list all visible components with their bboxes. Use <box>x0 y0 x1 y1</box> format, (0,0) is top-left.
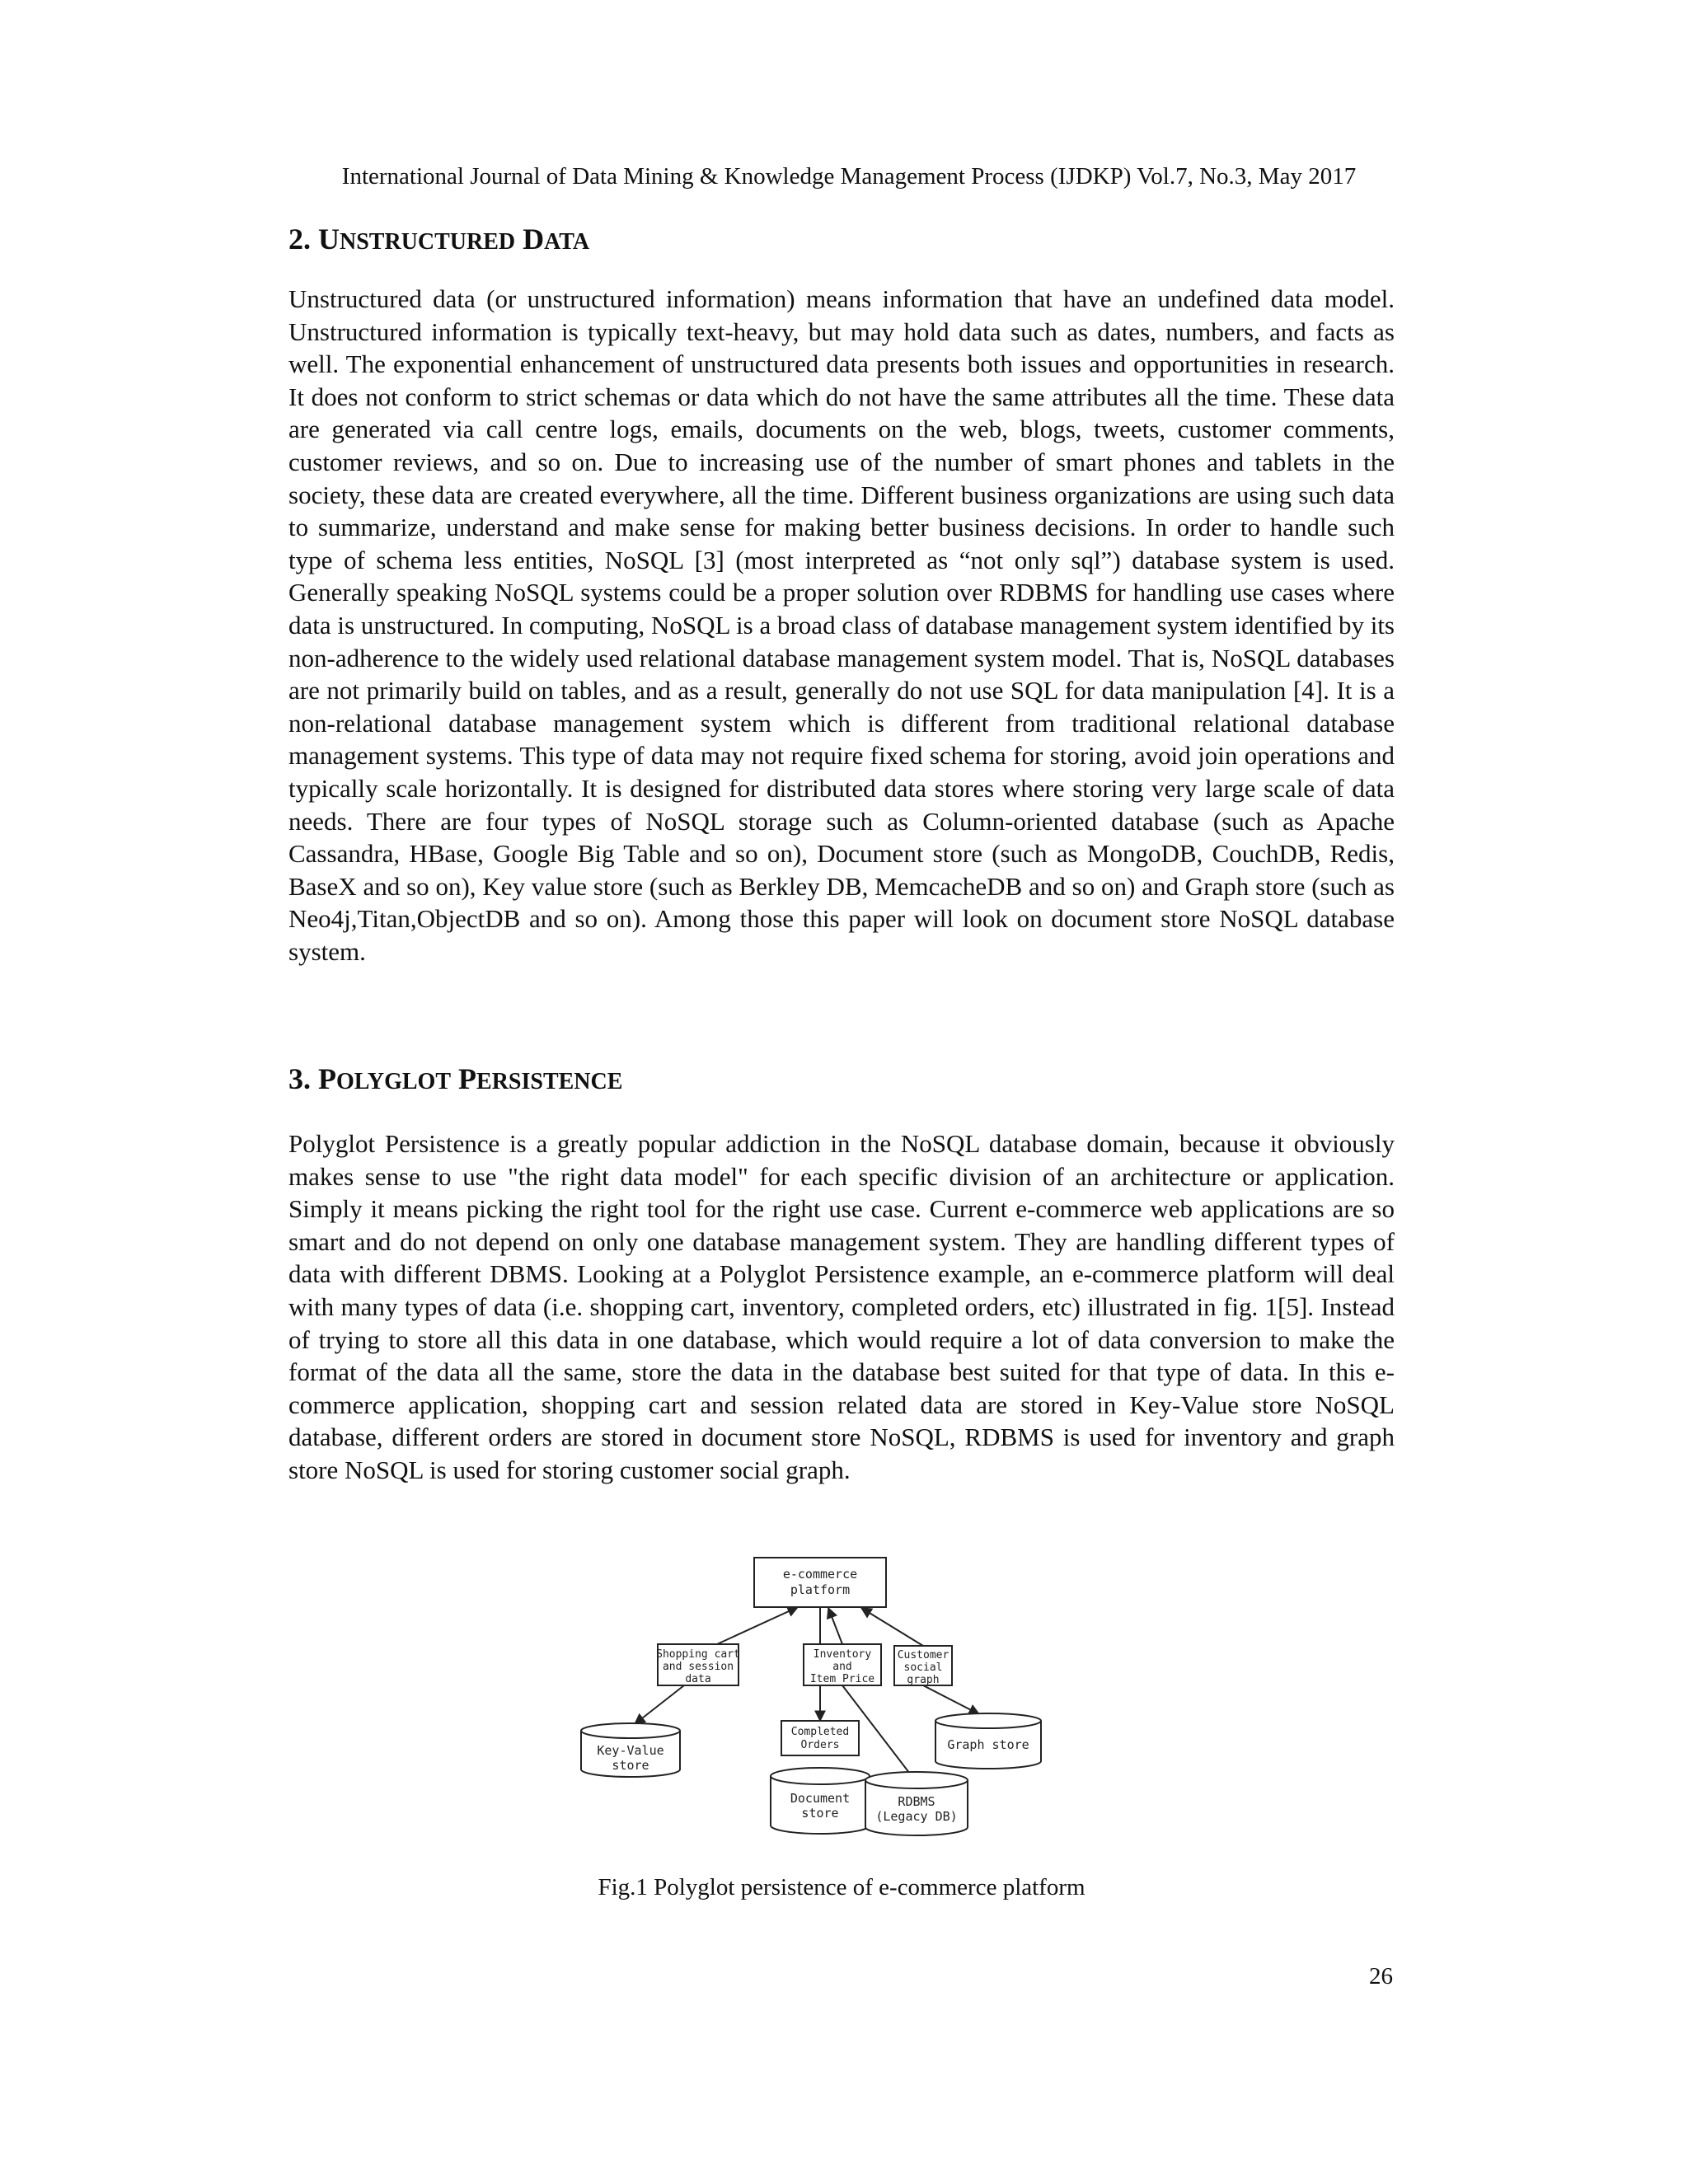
edge-inventory-to-root <box>828 1608 842 1644</box>
svg-text:Orders: Orders <box>800 1739 840 1751</box>
svg-text:(Legacy DB): (Legacy DB) <box>875 1809 958 1824</box>
node-customer-social-graph <box>894 1646 952 1686</box>
section-3-heading <box>288 1061 622 1100</box>
node-ecommerce-platform <box>754 1558 886 1607</box>
node-document-store <box>771 1768 870 1834</box>
svg-text:data: data <box>685 1673 711 1685</box>
section-3-number: 3. <box>288 1062 311 1095</box>
svg-text:platform: platform <box>790 1582 851 1597</box>
section-2-heading <box>288 221 589 260</box>
node-graph-store <box>935 1713 1041 1769</box>
section-3-paragraph: Polyglot Persistence is a greatly popular addiction in the NoSQL database domain, because it obviously makes sense to use "the right data model" for each specific division of an architecture or application. Simply it means picking the right tool for the right use case. Current e-commerce web applications are so smart and do not depend on only one database management system. They are handling different types of data with different DBMS. Looking at a Polyglot Persistence example, an e-commerce platform will deal with many types of data (i.e. shopping cart, inventory, completed orders, etc) illustrated in fig. 1[5]. Instead of trying to store all this data in one database, which would require a lot of data conversion to make the format of the data all the same, store the data in the database best suited for that type of data. In this e-commerce application, shopping cart and session related data are stored in Key-Value store NoSQL database, different orders are stored in document store NoSQL, RDBMS is used for inventory and graph store NoSQL is used for storing customer social graph. <box>288 1129 1395 1484</box>
journal-header: International Journal of Data Mining & Knowledge Management Process (IJDKP) Vol.7, No.3, May 2017 <box>341 163 1357 190</box>
svg-text:Completed: Completed <box>790 1726 850 1738</box>
svg-text:Graph store: Graph store <box>947 1737 1029 1752</box>
node-shopping-cart <box>656 1644 740 1685</box>
svg-text:RDBMS: RDBMS <box>898 1794 935 1809</box>
svg-text:and session: and session <box>662 1661 734 1673</box>
svg-text:store: store <box>612 1758 649 1773</box>
edge-shopping-to-keyvalue <box>635 1685 684 1724</box>
svg-text:graph: graph <box>907 1674 940 1686</box>
svg-text:social: social <box>903 1661 943 1674</box>
svg-text:e-commerce: e-commerce <box>782 1567 858 1582</box>
node-keyvalue-store <box>581 1723 680 1777</box>
edge-shopping-to-root <box>717 1607 798 1644</box>
edge-customer-to-graphstore <box>923 1685 979 1714</box>
svg-text:Key-Value: Key-Value <box>597 1743 664 1758</box>
svg-text:store: store <box>801 1806 839 1821</box>
node-inventory <box>804 1644 881 1685</box>
svg-text:Customer: Customer <box>897 1649 950 1661</box>
polyglot-persistence-diagram <box>577 1554 1154 1850</box>
edge-customer-to-root <box>861 1608 923 1646</box>
svg-text:Document: Document <box>790 1791 851 1806</box>
svg-text:Shopping cart: Shopping cart <box>656 1648 740 1661</box>
svg-text:Inventory: Inventory <box>813 1648 872 1661</box>
svg-text:and: and <box>832 1661 852 1673</box>
section-2-paragraph: Unstructured data (or unstructured information) means information that have an undefined data model. Unstructured information is typically text-heavy, but may hold data such as dates, numbers, and facts as well. The exponential enhancement of unstructured data presents both issues and opportunities in research. It does not conform to strict schemas or data which do not have the same attributes all the time. These data are generated via call centre logs, emails, documents on the web, blogs, tweets, customer comments, customer reviews, and so on. Due to increasing use of the number of smart phones and tablets in the society, these data are created everywhere, all the time. Different business organizations are using such data to summarize, understand and make sense for making better business decisions. In order to handle such type of schema less entities, NoSQL [3] (most interpreted as “not only sql”) database system is used. Generally speaking NoSQL systems could be a proper solution over RDBMS for handling use cases where data is unstructured. In computing, NoSQL is a broad class of database management system identified by its non-adherence to the widely used relational database management system model. That is, NoSQL databases are not primarily build on tables, and as a result, generally do not use SQL for data manipulation [4]. It is a non-relational database management system which is different from traditional relational database management systems. This type of data may not require fixed schema for storing, avoid join operations and typically scale horizontally. It is designed for distributed data stores where storing very large scale of data needs. There are four types of NoSQL storage such as Column-oriented database (such as Apache Cassandra, HBase, Google Big Table and so on), Document store (such as MongoDB, CouchDB, Redis, BaseX and so on), Key value store (such as Berkley DB, MemcacheDB and so on) and Graph store (such as Neo4j,Titan,ObjectDB and so on). Among those this paper will look on document store NoSQL database system. <box>288 284 1395 966</box>
page-number: 26 <box>1369 1963 1393 1990</box>
figure-caption: Fig.1 Polyglot persistence of e-commerce platform <box>598 1874 1085 1900</box>
node-rdbms <box>865 1772 968 1835</box>
node-completed-orders <box>781 1721 859 1755</box>
section-2-title: UNSTRUCTURED DATA <box>318 223 590 255</box>
svg-text:Item Price: Item Price <box>809 1673 875 1685</box>
section-2-number: 2. <box>288 223 311 255</box>
section-3-title: POLYGLOT PERSISTENCE <box>318 1062 623 1095</box>
